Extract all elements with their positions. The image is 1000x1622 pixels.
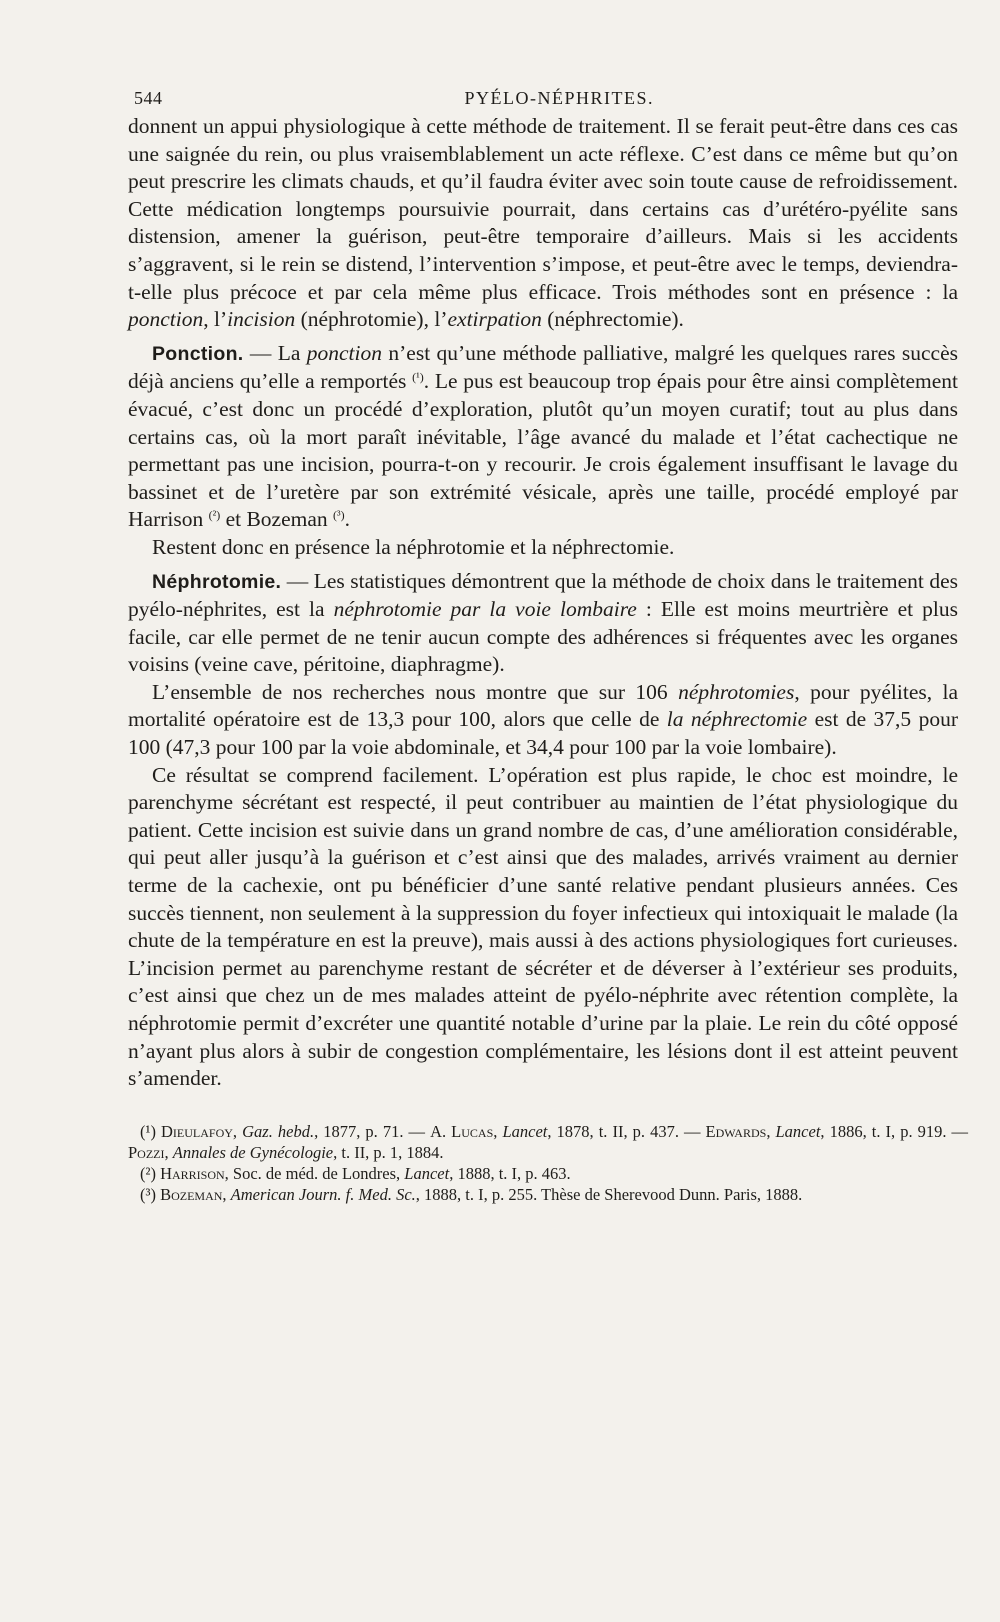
paragraph-3: Restent donc en présence la néphrotomie et la néphrectomie. [152,534,675,559]
footnote-mark: (³) [140,1184,156,1204]
text-run: et Bozeman [220,507,334,532]
footnote-ref-3: (³) [333,508,345,523]
text-run: (néphrectomie). [541,307,684,332]
italic-term: extirpation [447,307,542,332]
italic-term: la néphrectomie [666,707,808,732]
footnote-author: Harrison [160,1163,225,1183]
text-run: . [344,507,351,532]
text-run: , 1888, t. I, p. 463. [449,1163,571,1183]
italic-term: incision [227,307,296,332]
text-run: , 1878, t. II, p. 437. — [547,1121,706,1141]
footnotes [128,1121,968,1205]
footnote-3 [128,1184,968,1205]
text-run: . Le pus est beaucoup trop épais pour être ainsi complètement évacué, c’est donc un procédé d’exploration, plutôt qu’un moyen curatif; tout au plus dans certains cas, où la mort paraît inévitable, l’âge avancé du malade et l’état cachectique ne permettant pas une incision, pourra-t-on y recourir. Je crois également insuffisant le lavage du bassinet et de l’uretère par son extrémité vésicale, après une taille, procédé employé par Harrison [128,369,958,532]
text-run: , 1886, t. I, p. 919. — [820,1121,969,1141]
paragraph-ponction [128,340,958,534]
paragraph-nephrotomie [128,568,958,679]
footnote-author: A. Lucas [430,1121,494,1141]
footnote-journal: Annales de Gynécologie [172,1142,334,1162]
body-text [128,113,958,1093]
running-header [134,88,654,109]
text-run: , [222,1184,231,1204]
section-heading-ponction: Ponction. [152,342,244,365]
footnote-mark: (²) [140,1163,156,1183]
footnote-2 [128,1163,968,1184]
text-run: , l’ [203,307,228,332]
text-run: — La [243,340,307,365]
text-run: n’est qu’une méthode palliative, malgré les quelques rares succès déjà anciens qu’elle a remportés [128,340,958,394]
text-run: (néphrotomie), l’ [295,307,448,332]
footnote-author: Bozeman [160,1184,223,1204]
italic-term: ponction [306,340,383,365]
text-run: , 1888, t. I, p. 255. Thèse de Sherevood Dunn. Paris, 1888. [415,1184,803,1204]
text-run: , 1877, p. 71. — [314,1121,431,1141]
text-run: , [164,1142,173,1162]
footnote-author: Dieulafoy [161,1121,233,1141]
footnote-author: Pozzi [128,1142,165,1162]
footnote-journal: Lancet [775,1121,821,1141]
italic-term: néphrotomies [678,679,795,704]
footnote-ref-2: (²) [208,508,221,523]
footnote-mark: (¹) [140,1121,156,1141]
footnote-journal: Lancet [502,1121,548,1141]
italic-term: néphrotomie par la voie lombaire [333,597,637,622]
text-run: donnent un appui physiologique à cette méthode de traitement. Il se ferait peut-être dans ces cas une saignée du rein, ou plus vraisemblablement un acte réflexe. C’est dans ce même but qu’on peut prescrire les climats chauds, et qu’il faudra éviter avec soin toute cause de refroidissement. Cette médication longtemps poursuivie pourrait, dans certains cas d’urétéro-pyélite sans distension, amener la guérison, peut-être temporaire d’ailleurs. Mais si les accidents s’aggravent, si le rein se distend, l’intervention s’impose, et peut-être avec le temps, deviendra-t-elle plus précoce et par cela même plus efficace. Trois méthodes sont en présence : la [128,114,958,304]
paragraph-5 [128,679,958,762]
text-run: , pour pyélites, la mortalité opératoire est de 13,3 pour 100, alors que celle de [128,679,958,732]
italic-term: ponction [128,307,204,332]
text-run: , t. II, p. 1, 1884. [333,1142,444,1162]
paragraph-1 [128,113,958,334]
footnote-journal: Lancet [404,1163,450,1183]
footnote-ref-1: (¹) [412,370,424,385]
footnote-journal: American Journ. f. Med. Sc. [230,1184,416,1204]
text-run: L’ensemble de nos recherches nous montre que sur 106 [152,679,679,704]
footnote-journal: Gaz. hebd. [242,1121,315,1141]
section-heading-nephrotomie: Néphrotomie. [152,570,282,593]
footnote-author: Edwards [705,1121,767,1141]
text-run: est de 37,5 pour 100 (47,3 pour 100 par la voie abdominale, et 34,4 pour 100 par la voie lombaire). [128,707,959,760]
text-run: , Soc. de méd. de Londres, [224,1163,405,1183]
page-number: 544 [134,88,163,108]
text-run: , [766,1121,776,1141]
text-run: — Les statistiques démontrent que la méthode de choix dans le traitement des pyélo-néphrites, est la [128,568,958,622]
text-run: , [493,1121,503,1141]
footnote-1 [128,1121,968,1163]
text-run: , [232,1121,243,1141]
running-title: PYÉLO-NÉPHRITES. [464,88,654,108]
paragraph-6: Ce résultat se comprend facilement. L’opération est plus rapide, le choc est moindre, le parenchyme sécrétant est respecté, il peut contribuer au maintien de l’état physiologique du patient. Cette incision est suivie dans un grand nombre de cas, d’une amélioration considérable, qui peut aller jusqu’à la guérison et c’est ainsi que des malades, arrivés vraiment au dernier terme de la cachexie, ont pu bénéficier d’une santé relative pendant plusieurs années. Ces succès tiennent, non seulement à la suppression du foyer infectieux qui intoxiquait le malade (la chute de la température en est la preuve), mais aussi à des actions physiologiques fort curieuses. L’incision permet au parenchyme restant de sécréter et de déverser à l’extérieur ses produits, c’est ainsi que chez un de mes malades atteint de pyélo-néphrite avec rétention complète, la néphrotomie permit d’excréter une quantité notable d’urine par la plaie. Le rein du côté opposé n’ayant plus alors à subir de congestion complémentaire, les lésions dont il est atteint peuvent s’amender. [128,762,958,1091]
text-run: : Elle est moins meurtrière et plus facile, car elle permet de ne tenir aucun compte des adhérences si fréquentes avec les organes voisins (veine cave, péritoine, diaphragme). [128,597,958,677]
